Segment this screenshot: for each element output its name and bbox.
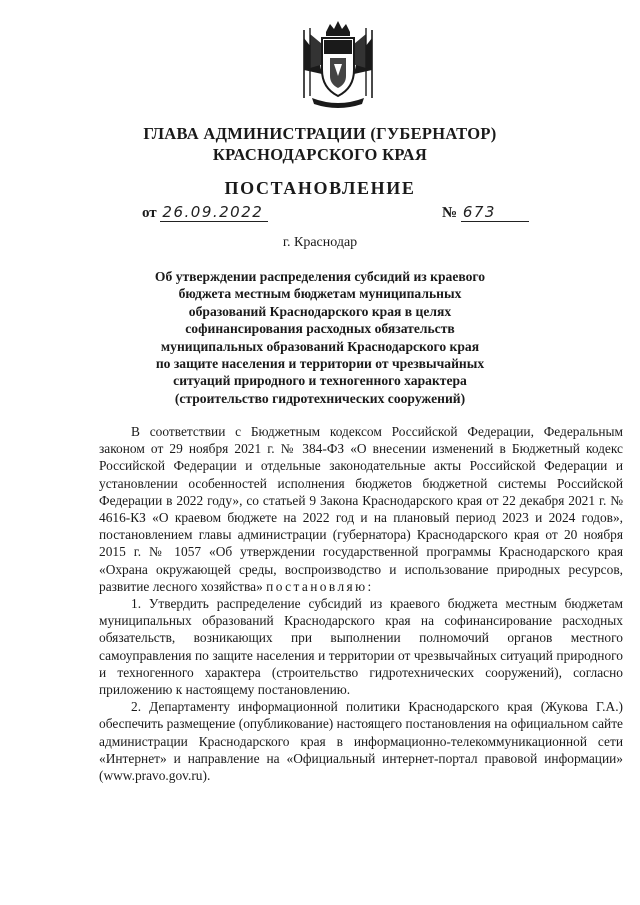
document-number <box>442 205 529 222</box>
title-line: по защите населения и территории от чрезвычайных <box>155 356 485 372</box>
title-line: софинансирования расходных обязательств <box>185 321 455 337</box>
decree-word: постановляю: <box>266 578 374 594</box>
place-of-issue: г. Краснодар <box>282 235 358 250</box>
title-line: образований Краснодарского края в целях <box>188 303 452 319</box>
title-line: муниципальных образований Краснодарского края <box>160 338 480 354</box>
title-line: Об утверждении распределения субсидий из краевого <box>154 269 486 284</box>
clause-2-paragraph: 2. Департаменту информационной политики Краснодарского края (Жукова Г.А.) обеспечить размещение (опубликование) настоящего постановления на официальном сайте администрации Краснодарского края в информационно-телекоммуникационной сети «Интернет» и направление на «Официальный интернет-портал правовой информации» (www.pravo.gov.ru). <box>99 699 623 784</box>
issuing-authority-region: КРАСНОДАРСКОГО КРАЯ <box>212 145 428 164</box>
number-handwritten-value: 673 <box>462 203 496 221</box>
title-line: (строительство гидротехнических сооружений) <box>174 390 466 406</box>
date-prefix: от <box>142 205 157 221</box>
document-type-heading: ПОСТАНОВЛЕНИЕ <box>224 178 416 198</box>
preamble-text: В соответствии с Бюджетным кодексом Российской Федерации, Федеральным законом от 29 ноября 2021 г. № 384-ФЗ «О внесении изменений в Бюджетный кодекс Российской Федерации и отдельные законодательные акты Российской Федерации и установлении особенностей исполнения бюджетов бюджетной системы Российской Федерации в 2022 году», со статьей 9 Закона Краснодарского края от 22 декабря 2021 г. № 4616-КЗ «О краевом бюджете на 2022 год и на плановый период 2023 и 2024 годов», постановлением главы администрации (губернатора) Краснодарского края от 20 ноября 2015 г. № 1057 «Об утверждении государственной программы Краснодарского края «Охрана окружающей среды, воспроизводство и использование природных ресурсов, развитие лесного хозяйства» <box>99 424 623 594</box>
krasnodar-coat-of-arms-emblem <box>296 18 380 108</box>
title-line: ситуаций природного и техногенного характера <box>173 373 467 389</box>
clause-1-paragraph: 1. Утвердить распределение субсидий из краевого бюджета местным бюджетам муниципальных образований Краснодарского края на софинансирование расходных обязательств, возникающих при выполнении полномочий органов местного самоуправления по защите населения и территории от чрезвычайных ситуаций природного и техногенного характера (строительство гидротехнических сооружений), согласно приложению к настоящему постановлению. <box>99 596 623 698</box>
document-date <box>142 205 268 222</box>
preamble-paragraph <box>99 423 623 595</box>
title-line: бюджета местным бюджетам муниципальных <box>178 286 462 302</box>
number-prefix: № <box>442 205 458 221</box>
issuing-authority-title: ГЛАВА АДМИНИСТРАЦИИ (ГУБЕРНАТОР) <box>143 124 497 143</box>
document-title <box>150 268 490 407</box>
document-body <box>99 423 623 784</box>
date-handwritten-value: 26.09.2022 <box>162 203 264 221</box>
